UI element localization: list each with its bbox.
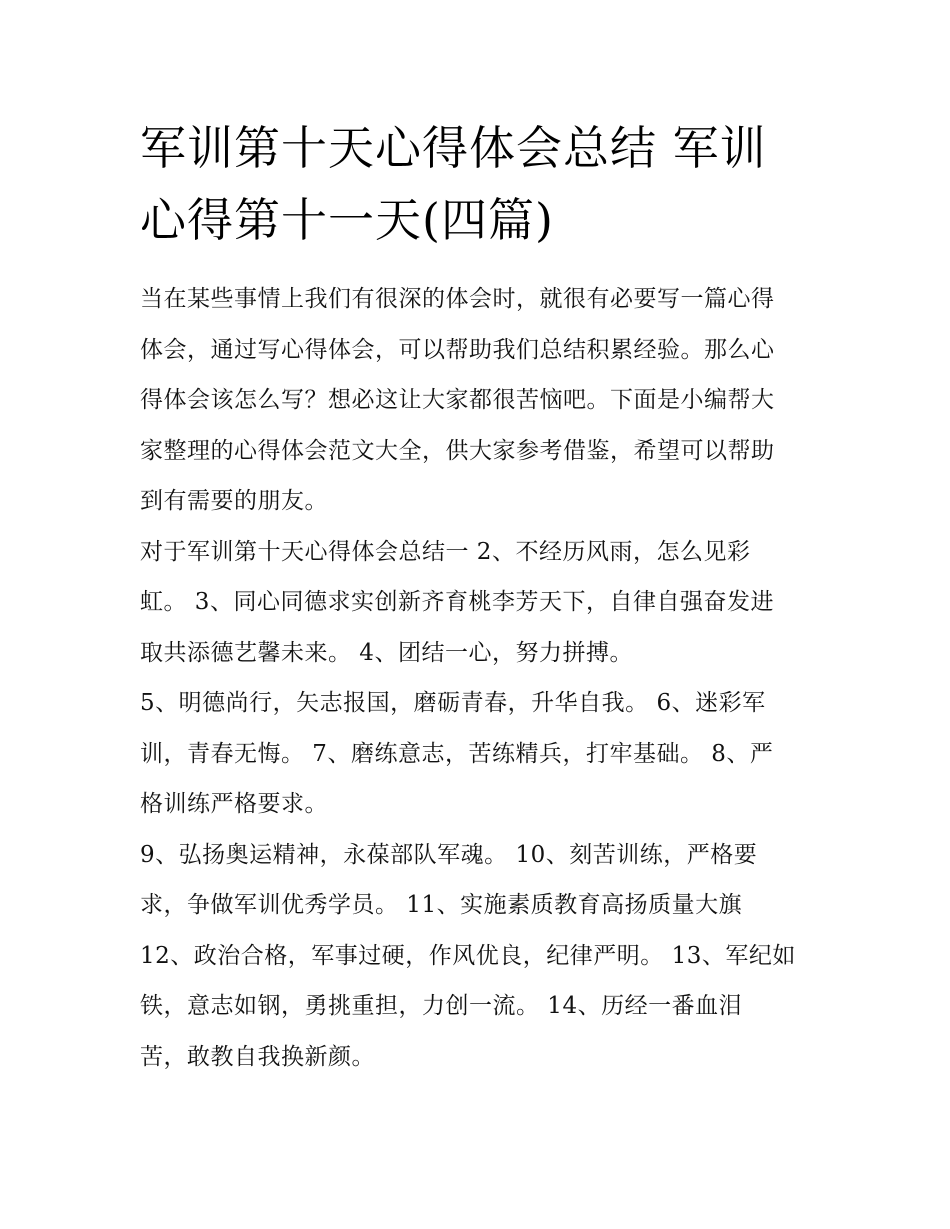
body-paragraph-1 [140,527,820,679]
text-line: 12、政治合格，军事过硬，作风优良，纪律严明。 13、军纪如 [140,942,796,969]
text-line: 9、弘扬奥运精神，永葆部队军魂。 10、刻苦训练，严格要 [140,841,758,868]
text-line: 取共添德艺馨未来。 4、团结一心，努力拼搏。 [140,639,633,666]
text-line: 家整理的心得体会范文大全，供大家参考借鉴，希望可以帮助 [140,437,775,464]
title-line: 心得第十一天(四篇) [140,193,554,247]
text-line: 求，争做军训优秀学员。 11、实施素质教育高扬质量大旗 [140,892,743,918]
document-title [140,112,820,256]
text-line: 铁，意志如钢，勇挑重担，力创一流。 14、历经一番血泪 [140,993,743,1019]
text-line: 对于军训第十天心得体会总结一 2、不经历风雨，怎么见彩 [140,538,751,565]
text-line: 苦，敢教自我换新颜。 [140,1043,375,1070]
text-line: 虹。 3、同心同德求实创新齐育桃李芳天下，自律自强奋发进 [140,589,774,615]
text-line: 到有需要的朋友。 [140,488,328,514]
body-paragraph-3 [140,830,820,1083]
body-paragraph-2 [140,678,820,830]
text-line: 训，青春无悔。 7、磨练意志，苦练精兵，打牢基础。 8、严 [140,740,774,767]
title-line: 军训第十天心得体会总结 军训 [140,121,767,175]
intro-paragraph [140,274,820,527]
text-line: 体会，通过写心得体会，可以帮助我们总结积累经验。那么心 [140,336,775,363]
text-line: 当在某些事情上我们有很深的体会时，就很有必要写一篇心得 [140,286,775,312]
text-line: 格训练严格要求。 [140,791,328,817]
text-line: 5、明德尚行，矢志报国，磨砺青春，升华自我。 6、迷彩军 [140,690,766,716]
text-line: 得体会该怎么写？想必这让大家都很苦恼吧。下面是小编帮大 [140,387,775,413]
document-content [140,112,820,1082]
